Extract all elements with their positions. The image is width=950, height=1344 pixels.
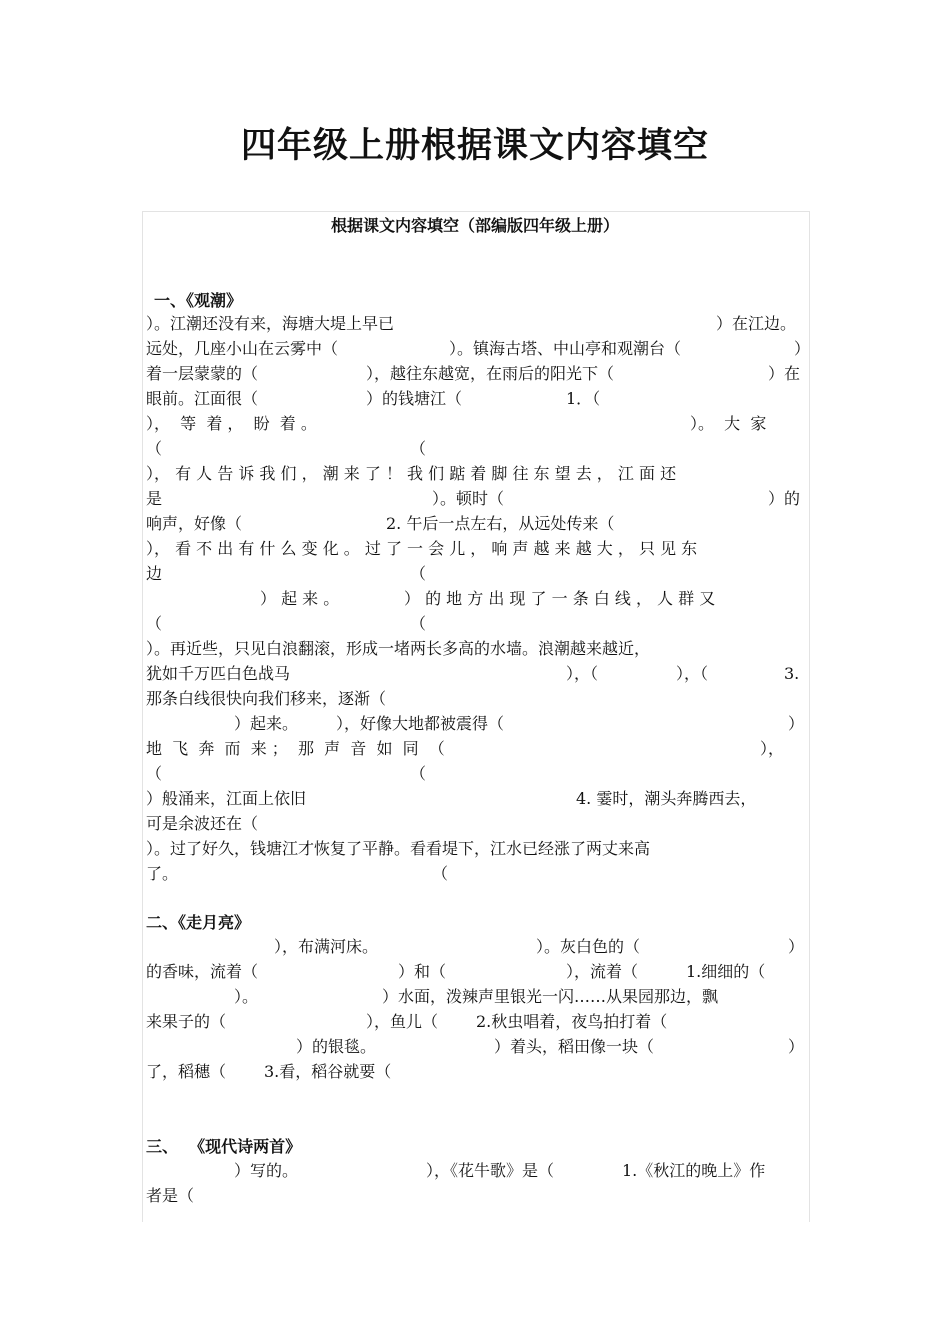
text-segment: ）。镇海古塔、中山亭和观潮台（ bbox=[449, 339, 682, 358]
text-line bbox=[146, 787, 806, 811]
text-segment: 2.秋虫唱着，夜鸟拍打着（ bbox=[476, 1012, 668, 1031]
text-segment: 3. bbox=[784, 664, 800, 683]
text-line bbox=[146, 960, 806, 984]
text-segment: ），流着（ bbox=[566, 962, 639, 981]
text-segment: ）。顿时（ bbox=[432, 489, 505, 508]
text-segment: ）。 大 家 bbox=[690, 414, 767, 433]
text-line bbox=[146, 1060, 806, 1084]
text-segment: 着一层蒙蒙的（ bbox=[146, 364, 259, 383]
text-segment: ），（ bbox=[566, 664, 599, 683]
text-segment: ）起来。 bbox=[234, 714, 299, 733]
text-line bbox=[146, 762, 806, 786]
text-segment: ）。灰白色的（ bbox=[536, 937, 641, 956]
text-segment: ）。过了好久，钱塘江才恢复了平静。看看堤下，江水已经涨了两丈来高 bbox=[146, 839, 651, 858]
text-segment: 来果子的（ bbox=[146, 1012, 227, 1031]
text-line bbox=[146, 1184, 806, 1208]
text-segment: 可是余波还在（ bbox=[146, 814, 259, 833]
text-segment: ）的钱塘江（ bbox=[366, 389, 463, 408]
text-segment: （ bbox=[410, 614, 427, 633]
text-segment: ） 起 来 。 bbox=[260, 589, 340, 608]
text-segment: ） bbox=[788, 714, 805, 733]
text-line bbox=[146, 362, 806, 386]
text-line bbox=[146, 437, 806, 461]
text-segment: ）， 看 不 出 有 什 么 变 化 。 过 了 一 会 儿 ， 响 声 越 来 越 大 ， 只 见 东 bbox=[146, 539, 698, 558]
text-line bbox=[146, 862, 806, 886]
text-segment: ）。江潮还没有来，海塘大堤上早已 bbox=[146, 314, 395, 333]
text-line bbox=[146, 812, 806, 836]
text-segment: ）在 bbox=[768, 364, 801, 383]
text-line bbox=[146, 637, 806, 661]
text-line bbox=[146, 387, 806, 411]
text-segment: ）。 bbox=[234, 987, 259, 1006]
section-heading-zouyueliang: 二、《走月亮》 bbox=[146, 913, 251, 932]
text-segment: ），越往东越宽，在雨后的阳光下（ bbox=[366, 364, 615, 383]
text-line bbox=[146, 837, 806, 861]
text-segment: 了。 bbox=[146, 864, 179, 883]
text-line bbox=[146, 487, 806, 511]
text-line bbox=[146, 687, 806, 711]
text-line bbox=[146, 1159, 806, 1183]
text-line bbox=[146, 935, 806, 959]
text-segment: 者是（ bbox=[146, 1186, 195, 1205]
text-line bbox=[146, 587, 806, 611]
text-segment: ） bbox=[788, 937, 805, 956]
text-segment: 1.《秋江的晚上》作 bbox=[622, 1161, 766, 1180]
text-segment: ） bbox=[788, 1037, 805, 1056]
section-heading-guanchao: 一、《观潮》 bbox=[154, 291, 243, 310]
text-segment: ）， 等 着 ， 盼 着 。 bbox=[146, 414, 317, 433]
text-segment: ）的 bbox=[768, 489, 801, 508]
text-line bbox=[146, 1035, 806, 1059]
text-line bbox=[146, 985, 806, 1009]
text-segment: ）， 有 人 告 诉 我 们 ， 潮 来 了 ！ 我 们 踮 着 脚 往 东 望 去 ， 江 面 还 bbox=[146, 464, 677, 483]
text-segment: ），好像大地都被震得（ bbox=[336, 714, 505, 733]
text-line bbox=[146, 662, 806, 686]
text-line bbox=[146, 512, 806, 536]
text-line bbox=[146, 712, 806, 736]
text-segment: ），鱼儿（ bbox=[366, 1012, 439, 1031]
text-segment: ），布满河床。 bbox=[274, 937, 379, 956]
text-segment: 2. 午后一点左右，从远处传来（ bbox=[386, 514, 615, 533]
text-segment: （ bbox=[432, 864, 449, 883]
text-segment: 边 bbox=[146, 564, 163, 583]
text-segment: ），《花牛歌》是（ bbox=[426, 1161, 555, 1180]
text-segment: 了，稻穗（ bbox=[146, 1062, 227, 1081]
table-title: 根据课文内容填空（部编版四年级上册） bbox=[330, 216, 619, 235]
text-segment: （ bbox=[146, 439, 163, 458]
text-line bbox=[146, 612, 806, 636]
text-segment: 那条白线很快向我们移来，逐渐（ bbox=[146, 689, 387, 708]
text-segment: 的香味，流着（ bbox=[146, 962, 259, 981]
text-segment: ）和（ bbox=[398, 962, 447, 981]
text-segment: ）， bbox=[760, 739, 785, 758]
text-segment: 3.看，稻谷就要（ bbox=[264, 1062, 392, 1081]
text-segment: ）写的。 bbox=[234, 1161, 299, 1180]
text-line bbox=[146, 1010, 806, 1034]
text-segment: ），（ bbox=[676, 664, 709, 683]
text-segment: 1．（ bbox=[566, 389, 601, 408]
text-line bbox=[146, 737, 806, 761]
text-line bbox=[146, 337, 811, 361]
text-segment: （ bbox=[410, 439, 427, 458]
text-segment: 4. 霎时，潮头奔腾西去， bbox=[576, 789, 757, 808]
text-segment: （ bbox=[146, 764, 163, 783]
text-segment: ） bbox=[794, 339, 811, 358]
text-segment: ）。再近些，只见白浪翻滚，形成一堵两长多高的水墙。浪潮越来越近， bbox=[146, 639, 651, 658]
text-segment: ）着头，稻田像一块（ bbox=[494, 1037, 655, 1056]
text-segment: 响声，好像（ bbox=[146, 514, 243, 533]
text-segment: 远处，几座小山在云雾中（ bbox=[146, 339, 339, 358]
text-segment: 地 飞 奔 而 来 ； 那 声 音 如 同 （ bbox=[146, 739, 445, 758]
text-segment: 眼前。江面很（ bbox=[146, 389, 259, 408]
text-segment: 1.细细的（ bbox=[686, 962, 766, 981]
text-segment: 是 bbox=[146, 489, 163, 508]
text-line bbox=[146, 312, 806, 336]
text-segment: ）的银毯。 bbox=[296, 1037, 377, 1056]
text-segment: （ bbox=[146, 614, 163, 633]
text-segment: ）般涌来，江面上依旧 bbox=[146, 789, 307, 808]
page-title: 四年级上册根据课文内容填空 bbox=[240, 125, 709, 166]
text-segment: （ bbox=[410, 564, 427, 583]
text-segment: ）在江边。 bbox=[716, 314, 797, 333]
text-segment: （ bbox=[410, 764, 427, 783]
text-line bbox=[146, 562, 806, 586]
text-line bbox=[146, 412, 806, 436]
text-line bbox=[146, 462, 806, 486]
text-segment: ）水面，泼辣声里银光一闪……从果园那边，飘 bbox=[382, 987, 719, 1006]
text-segment: ） 的 地 方 出 现 了 一 条 白 线 ， 人 群 又 bbox=[404, 589, 716, 608]
section-heading-xiandaishi: 三、 《现代诗两首》 bbox=[146, 1137, 302, 1156]
text-line bbox=[146, 537, 806, 561]
text-segment: 犹如千万匹白色战马 bbox=[146, 664, 291, 683]
